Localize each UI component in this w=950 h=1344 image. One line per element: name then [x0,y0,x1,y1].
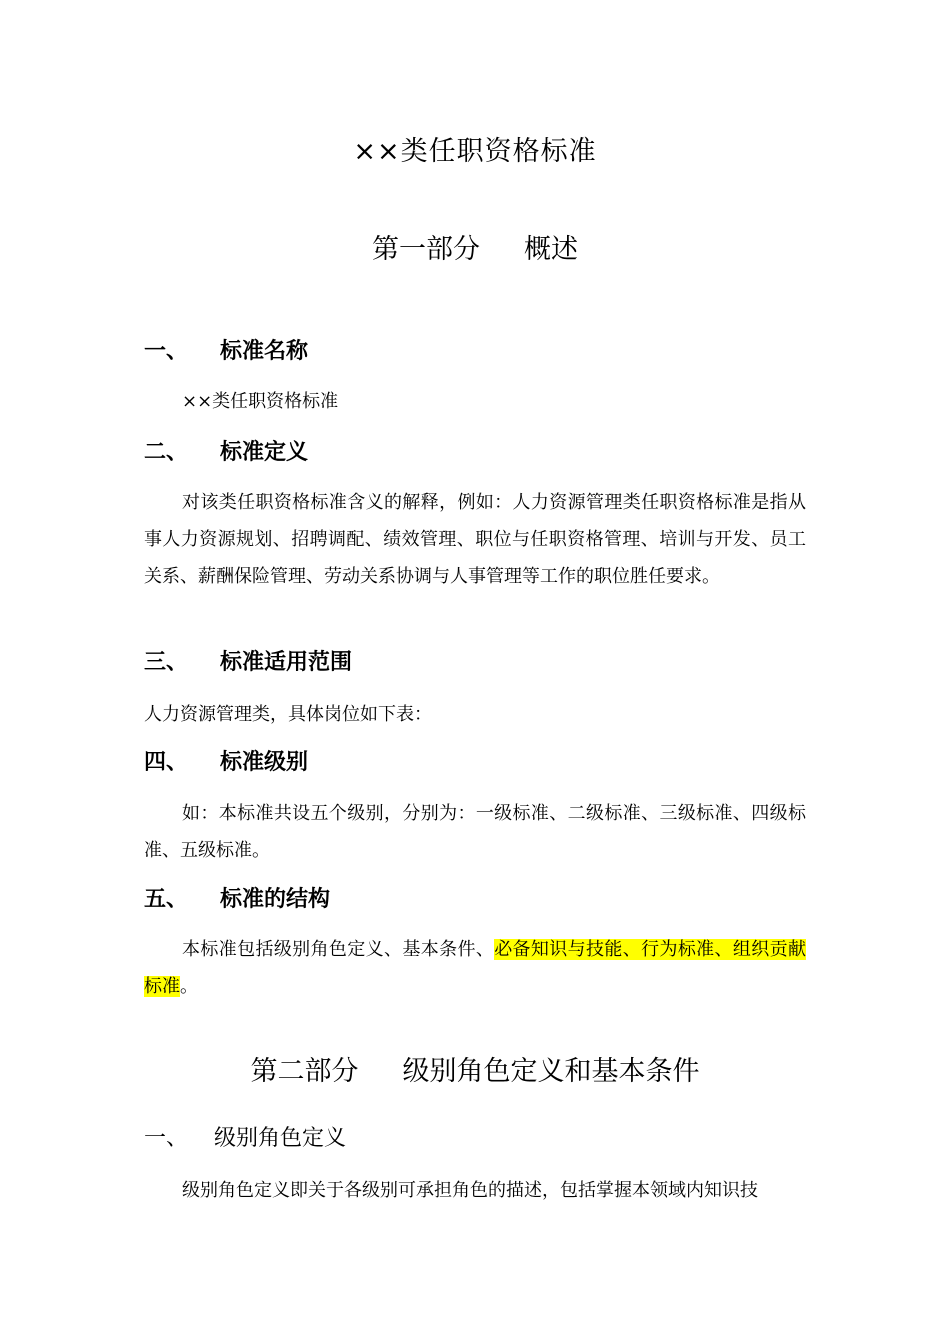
section-body-4: 如：本标准共设五个级别，分别为：一级标准、二级标准、三级标准、四级标准、五级标准。 [144,803,806,861]
section-index: 四、 [144,750,189,775]
part2-title [0,1052,950,1092]
section-heading-text: 标准定义 [220,440,309,465]
highlighted-text: 必备知识与技能、行为标准、组织贡献标准 [144,939,807,997]
document-title: ××类任职资格标准 [353,136,597,167]
section-index: 五、 [144,887,189,912]
section-heading-text: 标准名称 [220,339,309,364]
section-index: 一、 [144,1126,189,1151]
body-text: 。 [180,976,198,997]
section-heading-text: 标准级别 [220,750,309,775]
body-text: 本标准包括级别角色定义、基本条件、 [182,939,495,960]
section-heading-text: 标准的结构 [220,887,331,912]
section-index: 三、 [144,650,189,675]
part2-number: 第二部分 [250,1056,359,1087]
section-body-3: 人力资源管理类，具体岗位如下表： [144,704,432,725]
section-index: 一、 [144,339,189,364]
section-index: 二、 [144,440,189,465]
section-heading-3 [144,647,806,679]
section-heading-text: 标准适用范围 [220,650,353,675]
section-heading-text: 级别角色定义 [214,1126,347,1151]
part1-number: 第一部分 [372,234,480,265]
section-heading-4 [144,747,806,779]
section-heading-2 [144,437,806,469]
part2-section-body-1: 级别角色定义即关于各级别可承担角色的描述，包括掌握本领域内知识技 [182,1180,758,1201]
part1-name: 概述 [524,234,578,265]
section-body-1: ××类任职资格标准 [182,391,339,412]
part1-title [0,230,950,270]
section-heading-1 [144,336,806,368]
section-heading-5 [144,884,806,916]
section-body-2: 对该类任职资格标准含义的解释，例如：人力资源管理类任职资格标准是指从事人力资源规划、招聘调配、绩效管理、职位与任职资格管理、培训与开发、员工关系、薪酬保险管理、劳动关系协调与人事管理等工作的职位胜任要求。 [144,492,806,587]
part2-name: 级别角色定义和基本条件 [402,1056,700,1087]
section-body-5 [144,931,806,1005]
part2-section-heading-1 [144,1123,806,1155]
